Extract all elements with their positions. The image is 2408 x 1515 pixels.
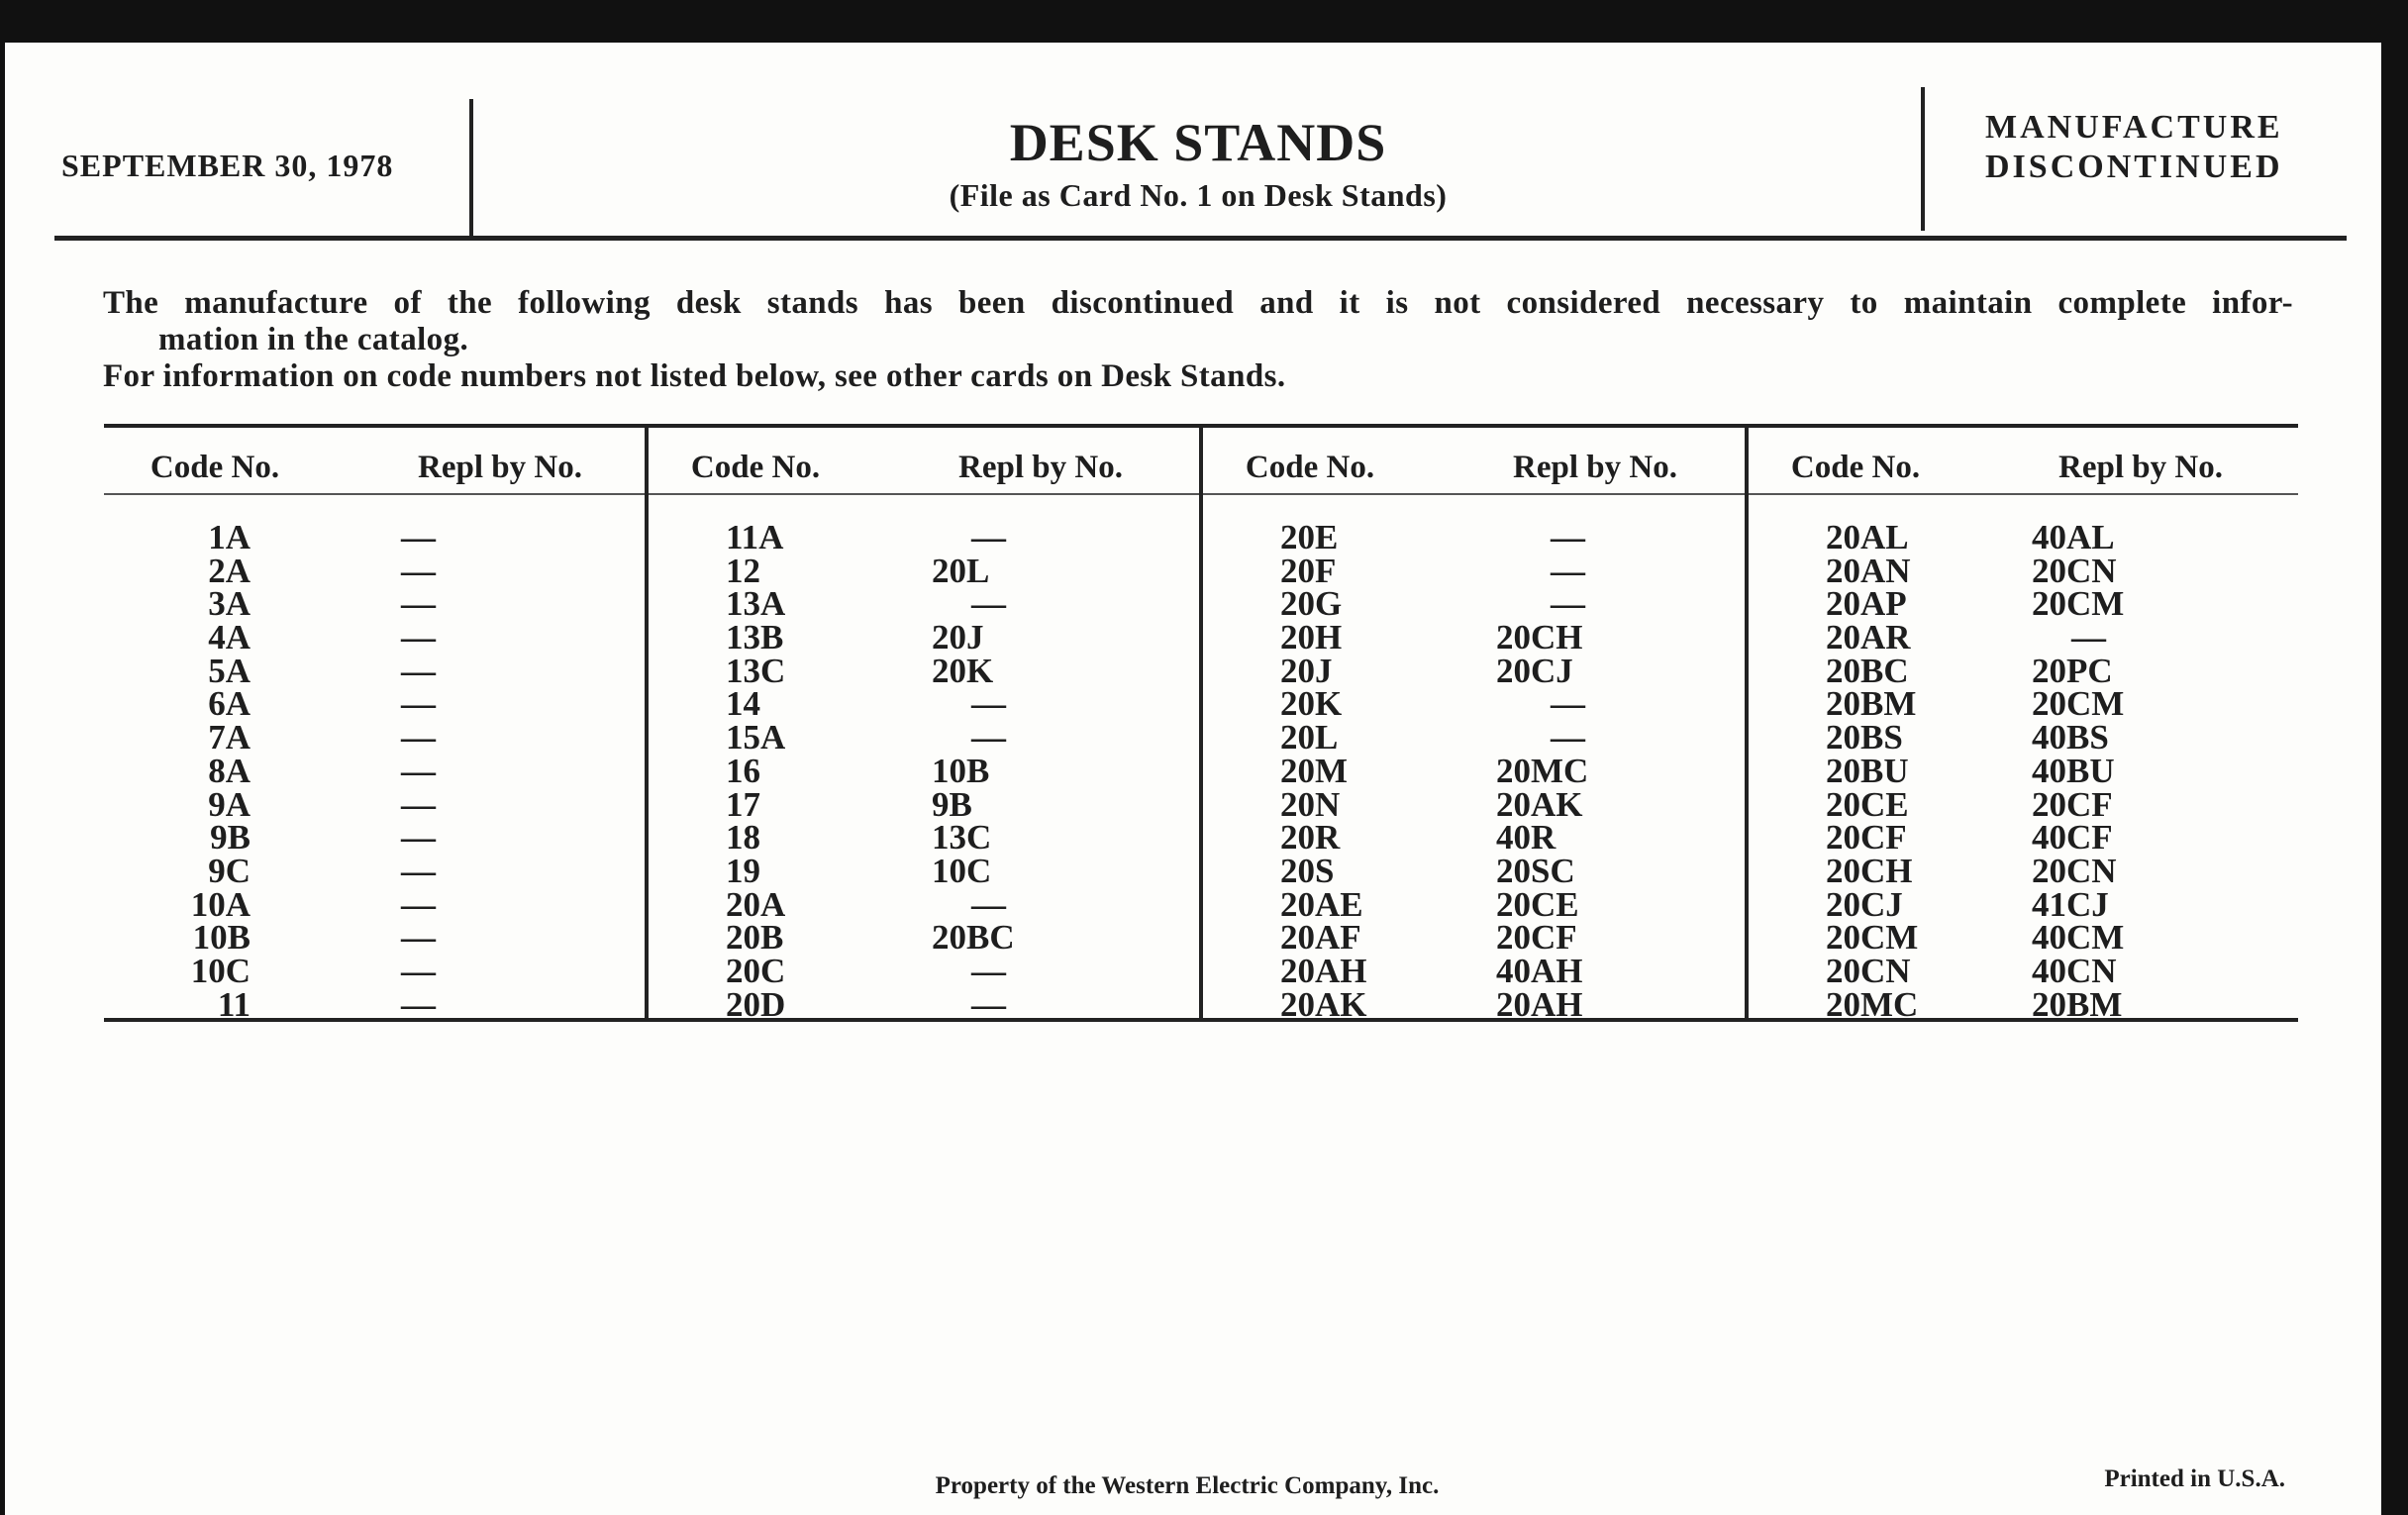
replacement-cell: — bbox=[971, 518, 1006, 556]
code-cell: 20BC bbox=[1826, 651, 1909, 690]
code-cell: 17 bbox=[726, 784, 760, 824]
code-cell: 3A bbox=[208, 584, 251, 624]
replacement-cell: — bbox=[401, 918, 436, 958]
table-row bbox=[1199, 718, 1745, 758]
replacement-cell: 40R bbox=[1496, 818, 1556, 858]
table-row bbox=[1745, 684, 2298, 724]
code-cell: 20AR bbox=[1826, 618, 1911, 657]
code-cell: 20AK bbox=[1280, 984, 1367, 1024]
intro-line-1: The manufacture of the following desk stands has been discontinued and it is not considered necessary to maintain complete infor- bbox=[103, 285, 2293, 321]
replacement-cell: 40CF bbox=[2032, 818, 2113, 858]
code-cell: 18 bbox=[726, 818, 760, 858]
code-cell: 16 bbox=[726, 751, 760, 790]
code-cell: 20A bbox=[726, 884, 786, 924]
table-row bbox=[1745, 851, 2298, 890]
replacement-cell: — bbox=[971, 884, 1006, 924]
replacement-cell: 10C bbox=[932, 851, 992, 890]
code-cell: 10B bbox=[192, 918, 251, 958]
replacement-cell: 40AL bbox=[2032, 518, 2115, 556]
code-cell: 20AF bbox=[1280, 918, 1361, 958]
replacement-cell: — bbox=[401, 951, 436, 990]
code-cell: 20BU bbox=[1826, 751, 1909, 790]
replacement-cell: 10B bbox=[932, 751, 990, 790]
header-rule bbox=[54, 236, 2347, 241]
replacement-cell: 20AK bbox=[1496, 784, 1583, 824]
table-group-4 bbox=[1745, 426, 2298, 1024]
table-group-2 bbox=[645, 426, 1199, 1024]
code-cell: 20N bbox=[1280, 784, 1341, 824]
table-row bbox=[1745, 951, 2298, 990]
footer-property: Property of the Western Electric Company, Inc. bbox=[935, 1472, 1440, 1499]
table-row bbox=[1745, 651, 2298, 690]
table-row bbox=[1745, 718, 2298, 758]
table-row bbox=[645, 918, 1199, 958]
table-row bbox=[104, 784, 645, 824]
code-cell: 20L bbox=[1280, 718, 1339, 758]
replacement-cell: — bbox=[401, 684, 436, 724]
code-cell: 20MC bbox=[1826, 984, 1919, 1024]
page-title: DESK STANDS bbox=[1009, 113, 1387, 172]
code-cell: 20B bbox=[726, 918, 784, 958]
table-row bbox=[104, 884, 645, 924]
code-cell: 7A bbox=[208, 718, 251, 758]
table-row bbox=[104, 984, 645, 1024]
table-row bbox=[1745, 618, 2298, 657]
table-row bbox=[645, 818, 1199, 858]
replacement-cell: 20L bbox=[932, 551, 990, 590]
replacement-cell: 20MC bbox=[1496, 751, 1589, 790]
replacement-cell: 40CM bbox=[2032, 918, 2125, 958]
page-subtitle: (File as Card No. 1 on Desk Stands) bbox=[949, 177, 1448, 213]
code-cell: 20K bbox=[1280, 684, 1343, 724]
status-label bbox=[1985, 108, 2283, 187]
header-underline bbox=[104, 493, 645, 495]
code-cell: 1A bbox=[208, 518, 251, 556]
table-group-1 bbox=[104, 426, 645, 1024]
table-row bbox=[645, 584, 1199, 624]
code-cell: 20D bbox=[726, 984, 786, 1024]
replacement-cell: — bbox=[401, 818, 436, 858]
code-cell: 20CJ bbox=[1826, 884, 1903, 924]
header-underline bbox=[1749, 493, 2298, 495]
code-cell: 10C bbox=[190, 951, 251, 990]
replacement-cell: 20CM bbox=[2032, 684, 2125, 724]
table-row bbox=[645, 684, 1199, 724]
table-row bbox=[104, 518, 645, 556]
code-cell: 4A bbox=[208, 618, 251, 657]
replacement-cell: — bbox=[401, 851, 436, 890]
status-line-1: MANUFACTURE bbox=[1985, 109, 2283, 146]
replacement-cell: 41CJ bbox=[2032, 884, 2109, 924]
table-row bbox=[104, 851, 645, 890]
table-row bbox=[1199, 951, 1745, 990]
table-row bbox=[104, 584, 645, 624]
replacement-cell: 20CJ bbox=[1496, 651, 1573, 690]
table-row bbox=[645, 951, 1199, 990]
table-row bbox=[1745, 984, 2298, 1024]
replacement-cell: — bbox=[401, 584, 436, 624]
replacement-cell: 20CN bbox=[2032, 851, 2117, 890]
table-row bbox=[104, 951, 645, 990]
code-cell: 20C bbox=[726, 951, 786, 990]
table-group-3 bbox=[1199, 426, 1745, 1024]
replacement-cell: 20CF bbox=[2032, 784, 2113, 824]
code-cell: 20BM bbox=[1826, 684, 1917, 724]
code-cell: 20CM bbox=[1826, 918, 1919, 958]
code-column-header: Code No. bbox=[690, 450, 821, 485]
table-row bbox=[1199, 984, 1745, 1024]
replacement-cell: 9B bbox=[932, 784, 972, 824]
intro-line-3: For information on code numbers not listed below, see other cards on Desk Stands. bbox=[103, 358, 1286, 394]
table-row bbox=[1199, 618, 1745, 657]
replacement-cell: — bbox=[971, 684, 1006, 724]
table-row bbox=[645, 784, 1199, 824]
replacement-cell: — bbox=[1551, 551, 1585, 590]
code-cell: 20CF bbox=[1826, 818, 1907, 858]
code-cell: 20CN bbox=[1826, 951, 1911, 990]
code-cell: 11 bbox=[217, 984, 251, 1024]
table-row bbox=[1199, 784, 1745, 824]
table-row bbox=[104, 718, 645, 758]
code-cell: 20E bbox=[1280, 518, 1339, 556]
replacement-cell: 20CH bbox=[1496, 618, 1583, 657]
replacement-cell: 20K bbox=[932, 651, 994, 690]
repl-column-header: Repl by No. bbox=[2058, 450, 2223, 485]
replacement-cell: 20SC bbox=[1496, 851, 1575, 890]
code-cell: 5A bbox=[208, 651, 251, 690]
table-row bbox=[1199, 818, 1745, 858]
table-row bbox=[1745, 884, 2298, 924]
table-row bbox=[104, 651, 645, 690]
header-divider-right bbox=[1921, 87, 1925, 231]
replacement-cell: — bbox=[1551, 584, 1585, 624]
replacement-cell: — bbox=[1551, 718, 1585, 758]
table-row bbox=[1745, 818, 2298, 858]
table-row bbox=[1745, 518, 2298, 556]
header-underline bbox=[649, 493, 1199, 495]
code-column-header: Code No. bbox=[1790, 450, 1921, 485]
table-row bbox=[1199, 651, 1745, 690]
table-row bbox=[1199, 751, 1745, 790]
table-row bbox=[645, 651, 1199, 690]
table-row bbox=[645, 551, 1199, 590]
table-row bbox=[645, 518, 1199, 556]
replacement-cell: — bbox=[401, 751, 436, 790]
replacement-cell: 20AH bbox=[1496, 984, 1583, 1024]
code-cell: 20AP bbox=[1826, 584, 1907, 624]
table-row bbox=[1199, 584, 1745, 624]
code-cell: 20BS bbox=[1826, 718, 1903, 758]
replacement-cell: — bbox=[2071, 618, 2106, 657]
replacement-cell: 40AH bbox=[1496, 951, 1583, 990]
replacement-cell: 20CM bbox=[2032, 584, 2125, 624]
replacement-cell: 20CN bbox=[2032, 551, 2117, 590]
card-date: SEPTEMBER 30, 1978 bbox=[61, 148, 394, 183]
replacement-cell: — bbox=[401, 784, 436, 824]
table-row bbox=[104, 818, 645, 858]
code-cell: 20F bbox=[1280, 551, 1337, 590]
replacement-cell: 20BM bbox=[2032, 984, 2123, 1024]
repl-column-header: Repl by No. bbox=[418, 450, 582, 485]
table-row bbox=[1199, 884, 1745, 924]
repl-column-header: Repl by No. bbox=[1513, 450, 1677, 485]
code-cell: 14 bbox=[726, 684, 760, 724]
replacement-cell: 20CF bbox=[1496, 918, 1577, 958]
code-cell: 20G bbox=[1280, 584, 1343, 624]
replacement-cell: — bbox=[401, 718, 436, 758]
intro-paragraph bbox=[103, 285, 2293, 395]
table-row bbox=[1199, 518, 1745, 556]
code-cell: 20S bbox=[1280, 851, 1335, 890]
table-row bbox=[1199, 918, 1745, 958]
replacement-cell: — bbox=[1551, 518, 1585, 556]
intro-line-2: mation in the catalog. bbox=[158, 322, 469, 357]
code-cell: 11A bbox=[726, 518, 784, 556]
table-row bbox=[1199, 851, 1745, 890]
replacement-cell: 13C bbox=[932, 818, 992, 858]
code-cell: 9C bbox=[208, 851, 251, 890]
code-cell: 2A bbox=[208, 551, 251, 590]
replacement-cell: 20PC bbox=[2032, 651, 2113, 690]
footer-printed: Printed in U.S.A. bbox=[2104, 1465, 2285, 1492]
replacement-cell: — bbox=[401, 651, 436, 690]
catalog-card bbox=[5, 43, 2381, 1515]
table-row bbox=[1745, 784, 2298, 824]
code-column-header: Code No. bbox=[1245, 450, 1375, 485]
replacement-cell: — bbox=[971, 984, 1006, 1024]
header-underline bbox=[1203, 493, 1745, 495]
replacement-cell: 20J bbox=[932, 618, 984, 657]
code-cell: 19 bbox=[726, 851, 760, 890]
code-cell: 15A bbox=[726, 718, 786, 758]
replacement-cell: 40BU bbox=[2032, 751, 2115, 790]
status-line-2: DISCONTINUED bbox=[1985, 149, 2283, 185]
table-row bbox=[104, 618, 645, 657]
table-row bbox=[1199, 684, 1745, 724]
code-cell: 20AE bbox=[1280, 884, 1363, 924]
replacement-cell: 20CE bbox=[1496, 884, 1579, 924]
table-row bbox=[645, 618, 1199, 657]
code-cell: 20AH bbox=[1280, 951, 1367, 990]
replacement-cell: 20BC bbox=[932, 918, 1015, 958]
code-cell: 20H bbox=[1280, 618, 1343, 657]
code-column-header: Code No. bbox=[150, 450, 280, 485]
code-cell: 20CE bbox=[1826, 784, 1909, 824]
replacement-cell: — bbox=[401, 518, 436, 556]
code-cell: 12 bbox=[726, 551, 760, 590]
code-cell: 9A bbox=[208, 784, 251, 824]
replacement-cell: 40BS bbox=[2032, 718, 2109, 758]
replacement-cell: — bbox=[971, 951, 1006, 990]
replacement-cell: — bbox=[401, 984, 436, 1024]
code-cell: 20AN bbox=[1826, 551, 1911, 590]
table-row bbox=[104, 751, 645, 790]
replacement-cell: — bbox=[971, 584, 1006, 624]
table-row bbox=[1199, 551, 1745, 590]
table-row bbox=[645, 751, 1199, 790]
table-row bbox=[645, 718, 1199, 758]
table-row bbox=[1745, 551, 2298, 590]
replacement-cell: — bbox=[401, 551, 436, 590]
replacement-cell: 40CN bbox=[2032, 951, 2117, 990]
table-row bbox=[645, 984, 1199, 1024]
code-cell: 8A bbox=[208, 751, 251, 790]
table-row bbox=[645, 851, 1199, 890]
code-cell: 10A bbox=[190, 884, 251, 924]
code-cell: 20M bbox=[1280, 751, 1349, 790]
code-cell: 20AL bbox=[1826, 518, 1909, 556]
repl-column-header: Repl by No. bbox=[958, 450, 1123, 485]
table-row bbox=[104, 684, 645, 724]
table-row bbox=[1745, 751, 2298, 790]
code-cell: 20R bbox=[1280, 818, 1341, 858]
code-cell: 20J bbox=[1280, 651, 1333, 690]
replacement-cell: — bbox=[1551, 684, 1585, 724]
replacement-cell: — bbox=[971, 718, 1006, 758]
table-row bbox=[645, 884, 1199, 924]
code-cell: 13C bbox=[726, 651, 786, 690]
table-row bbox=[1745, 918, 2298, 958]
replacement-cell: — bbox=[401, 884, 436, 924]
replacement-cell: — bbox=[401, 618, 436, 657]
table-row bbox=[104, 551, 645, 590]
code-cell: 13B bbox=[726, 618, 784, 657]
table-row bbox=[104, 918, 645, 958]
code-cell: 6A bbox=[208, 684, 251, 724]
table-row bbox=[1745, 584, 2298, 624]
code-cell: 9B bbox=[210, 818, 251, 858]
code-cell: 20CH bbox=[1826, 851, 1913, 890]
code-cell: 13A bbox=[726, 584, 786, 624]
